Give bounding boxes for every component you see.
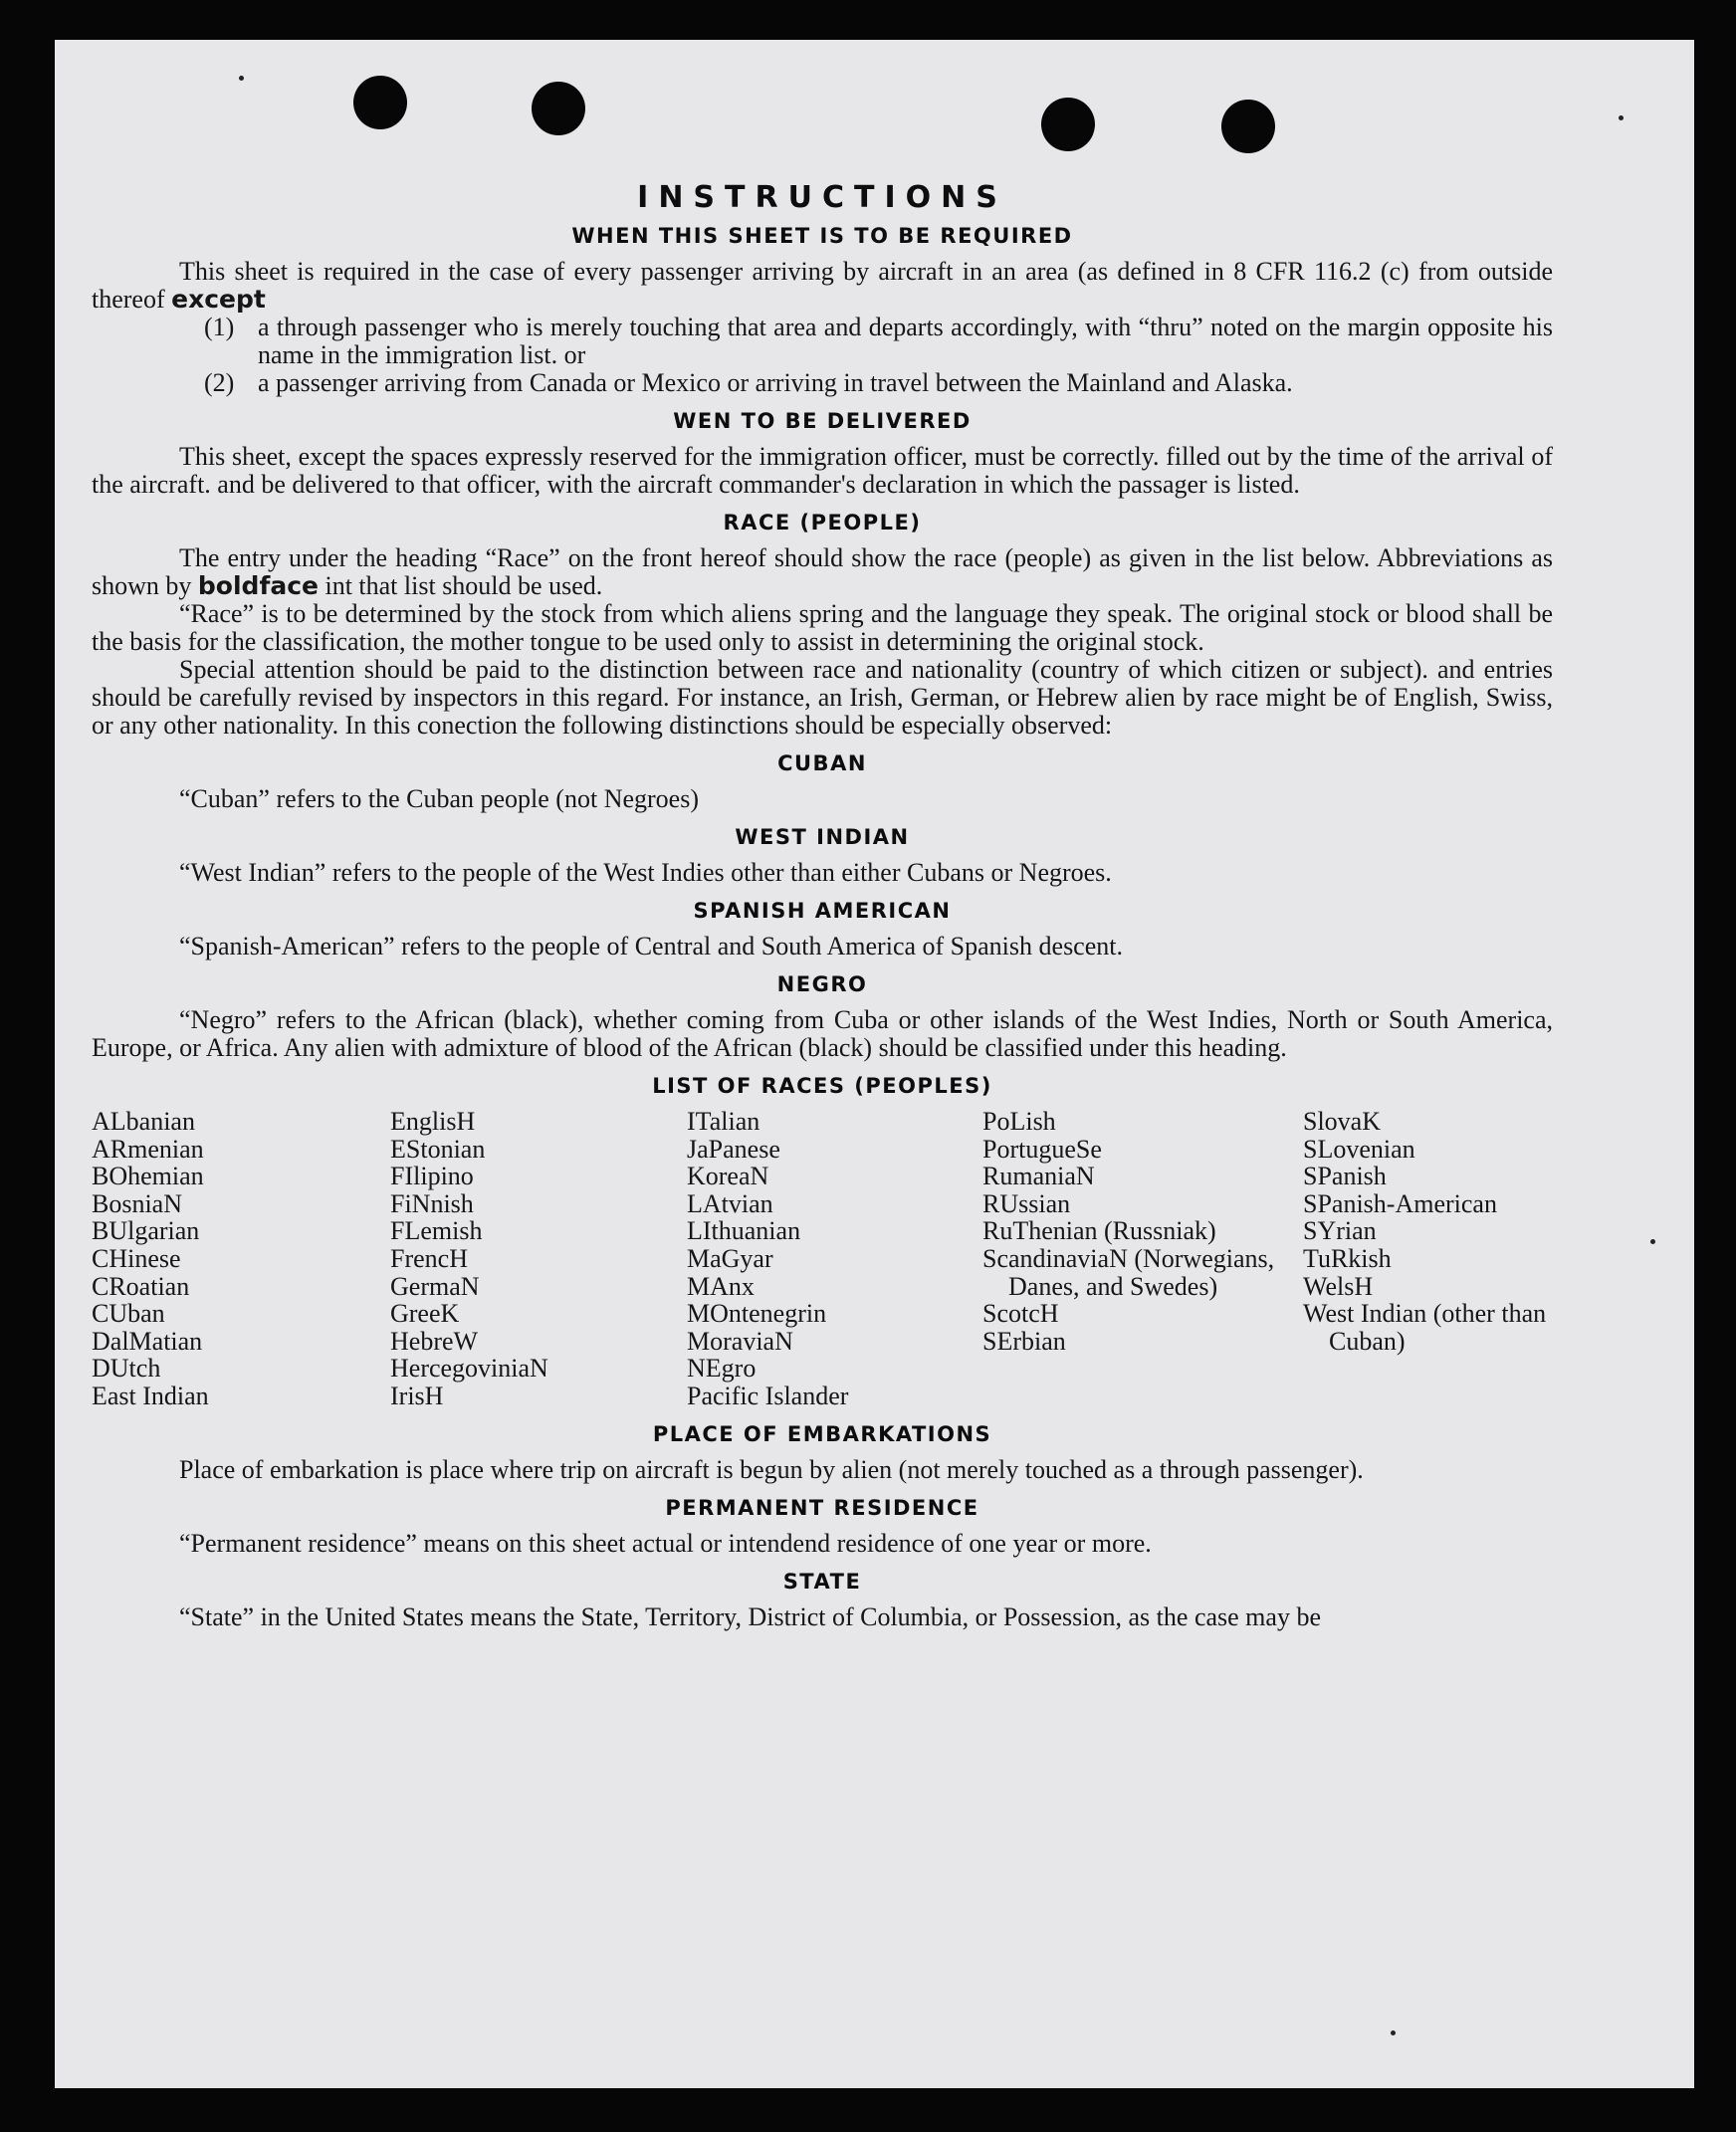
race-entry: SPanish-American [1303, 1188, 1497, 1218]
race-entry: HebreW [390, 1326, 479, 1356]
item-number: (1) [204, 313, 235, 341]
race-column [982, 1108, 1303, 1410]
state-paragraph: “State” in the United States means the State, Territory, District of Columbia, or Possession, as the case may be [179, 1601, 1321, 1631]
item-text: a through passenger who is merely touching that area and departs accordingly, with “thru” noted on the margin opposite his name in the immigration list. or [258, 313, 1553, 369]
race-entry: EnglisH [390, 1107, 476, 1136]
section-heading-negro: NEGRO [776, 972, 868, 996]
negro-paragraph: “Negro” refers to the African (black), whether coming from Cuba or other islands of the West Indies, North or South America, Europe, or Africa. Any alien with admixture of blood of the African (black) should be classified under this heading. [92, 1005, 1553, 1062]
permanent-residence-paragraph: “Permanent residence” means on this sheet actual or intendend residence of one year or more. [179, 1528, 1152, 1558]
cuban-paragraph: “Cuban” refers to the Cuban people (not Negroes) [179, 784, 699, 813]
boldface-emphasis: boldface [197, 571, 319, 600]
item-number: (2) [204, 368, 235, 397]
race-entry: HercegoviniaN [390, 1354, 548, 1384]
race-entry: SLovenian [1303, 1134, 1415, 1164]
instructions-content [92, 180, 1553, 1631]
race-entry: IrisH [390, 1381, 444, 1410]
punch-hole [353, 76, 407, 129]
race-entry: GermaN [390, 1271, 480, 1301]
section-heading-place-of-embarkation: PLACE OF EMBARKATIONS [652, 1421, 992, 1446]
race-entry: WelsH [1303, 1271, 1374, 1301]
race-entry: SYrian [1303, 1216, 1377, 1246]
race-entry: TuRkish [1303, 1243, 1392, 1273]
race-entry: LIthuanian [687, 1216, 801, 1246]
spanish-american-paragraph: “Spanish-American” refers to the people of Central and South America of Spanish descent. [179, 932, 1123, 960]
race-entry: SErbian [982, 1326, 1066, 1356]
punch-hole [1221, 100, 1275, 153]
race-entry: DalMatian [92, 1326, 203, 1356]
section-heading-permanent-residence: PERMANENT RESIDENCE [665, 1495, 979, 1520]
west-indian-paragraph: “West Indian” refers to the people of the West Indies other than either Cubans or Negroes. [179, 858, 1112, 887]
race-entry: FiNnish [390, 1188, 474, 1218]
race-entry: FrencH [390, 1243, 468, 1273]
race-paragraph-2: “Race” is to be determined by the stock from which aliens spring and the language they speak. The original stock or blood shall be the basis for the classification, the mother tongue to be used only to assist in determining the original stock. [92, 599, 1553, 656]
race-entry: MAnx [687, 1271, 755, 1301]
list-item [204, 314, 1553, 369]
when-delivered-paragraph: This sheet, except the spaces expressly reserved for the immigration officer, must be correctly. filled out by the time of the arrival of the aircraft. and be delivered to that officer, with the aircraft commander's declaration in which the passager is listed. [92, 442, 1553, 499]
race-entry: ITalian [687, 1107, 760, 1136]
speck [239, 76, 244, 81]
when-required-text: This sheet is required in the case of every passenger arriving by aircraft in an area (as defined in 8 CFR 116.2 (c) from outside thereof [92, 257, 1553, 314]
section-heading-state: STATE [782, 1569, 862, 1594]
race-entry: Pacific Islander [687, 1381, 849, 1410]
item-text: a passenger arriving from Canada or Mexico or arriving in travel between the Mainland and Alaska. [258, 368, 1293, 397]
speck [1650, 1239, 1655, 1244]
race-entry: CUban [92, 1299, 165, 1329]
race-entry: East Indian [92, 1381, 209, 1410]
speck [1391, 2030, 1396, 2035]
race-entry: BosniaN [92, 1188, 182, 1218]
section-heading-list-of-races: LIST OF RACES (PEOPLES) [652, 1074, 992, 1098]
race-entry: MOntenegrin [687, 1299, 827, 1329]
race-entry: RUssian [982, 1188, 1071, 1218]
race-column [687, 1108, 982, 1410]
race-list [92, 1108, 1553, 1410]
section-heading-race: RACE (PEOPLE) [723, 511, 922, 534]
punch-hole [1041, 98, 1095, 151]
race-entry: PortugueSe [982, 1134, 1102, 1164]
race-entry: NEgro [687, 1354, 757, 1384]
race-entry: West Indian (other than Cuban) [1303, 1299, 1547, 1356]
race-entry: SlovaK [1303, 1107, 1381, 1136]
race-entry: CRoatian [92, 1271, 190, 1301]
race-paragraph-3: Special attention should be paid to the distinction between race and nationality (country of which citizen or subject). and entries should be carefully revised by inspectors in this regard. For instance, an Irish, German, or Hebrew alien by race might be of English, Swiss, or any other nationality. In this conection the following distinctions should be especially observed: [92, 655, 1553, 740]
race-entry: ARmenian [92, 1134, 204, 1164]
race-entry: FLemish [390, 1216, 483, 1246]
except-emphasis: except [171, 285, 266, 314]
race-entry: ScandinaviaN (Norwegians, Danes, and Swedes) [982, 1243, 1275, 1301]
place-of-embarkation-paragraph: Place of embarkation is place where trip on aircraft is begun by alien (not merely touched as a through passenger). [179, 1454, 1364, 1484]
race-entry: RumaniaN [982, 1162, 1095, 1191]
race-entry: PoLish [982, 1107, 1056, 1136]
race-entry: RuThenian (Russniak) [982, 1216, 1216, 1246]
when-required-paragraph [92, 258, 1553, 314]
race-entry: FIlipino [390, 1162, 474, 1191]
race-text-before: The entry under the heading “Race” on the front hereof should show the race (people) as given in the list below. Abbreviations as shown by [92, 543, 1553, 600]
race-entry: LAtvian [687, 1188, 773, 1218]
section-heading-west-indian: WEST INDIAN [735, 825, 910, 849]
race-text-after: int that list should be used. [325, 571, 603, 600]
punch-hole [532, 82, 585, 135]
race-entry: BOhemian [92, 1162, 204, 1191]
race-entry: BUlgarian [92, 1216, 200, 1246]
section-heading-spanish-american: SPANISH AMERICAN [693, 899, 952, 923]
section-heading-cuban: CUBAN [777, 751, 867, 775]
race-column [1303, 1108, 1553, 1410]
speck [1619, 115, 1624, 120]
race-paragraph-1 [92, 544, 1553, 600]
race-entry: ALbanian [92, 1107, 195, 1136]
section-heading-when-delivered: WEN TO BE DELIVERED [673, 409, 972, 433]
race-entry: ScotcH [982, 1299, 1059, 1329]
section-heading-when-required: WHEN THIS SHEET IS TO BE REQUIRED [571, 224, 1073, 248]
race-entry: GreeK [390, 1299, 460, 1329]
list-item [204, 369, 1553, 397]
race-entry: EStonian [390, 1134, 486, 1164]
race-column [92, 1108, 390, 1410]
race-entry: DUtch [92, 1354, 161, 1384]
race-entry: MaGyar [687, 1243, 773, 1273]
race-column [390, 1108, 687, 1410]
race-entry: JaPanese [687, 1134, 780, 1164]
race-entry: SPanish [1303, 1162, 1387, 1191]
race-entry: CHinese [92, 1243, 181, 1273]
race-entry: KoreaN [687, 1162, 769, 1191]
page-title: INSTRUCTIONS [637, 180, 1007, 215]
race-entry: MoraviaN [687, 1326, 793, 1356]
